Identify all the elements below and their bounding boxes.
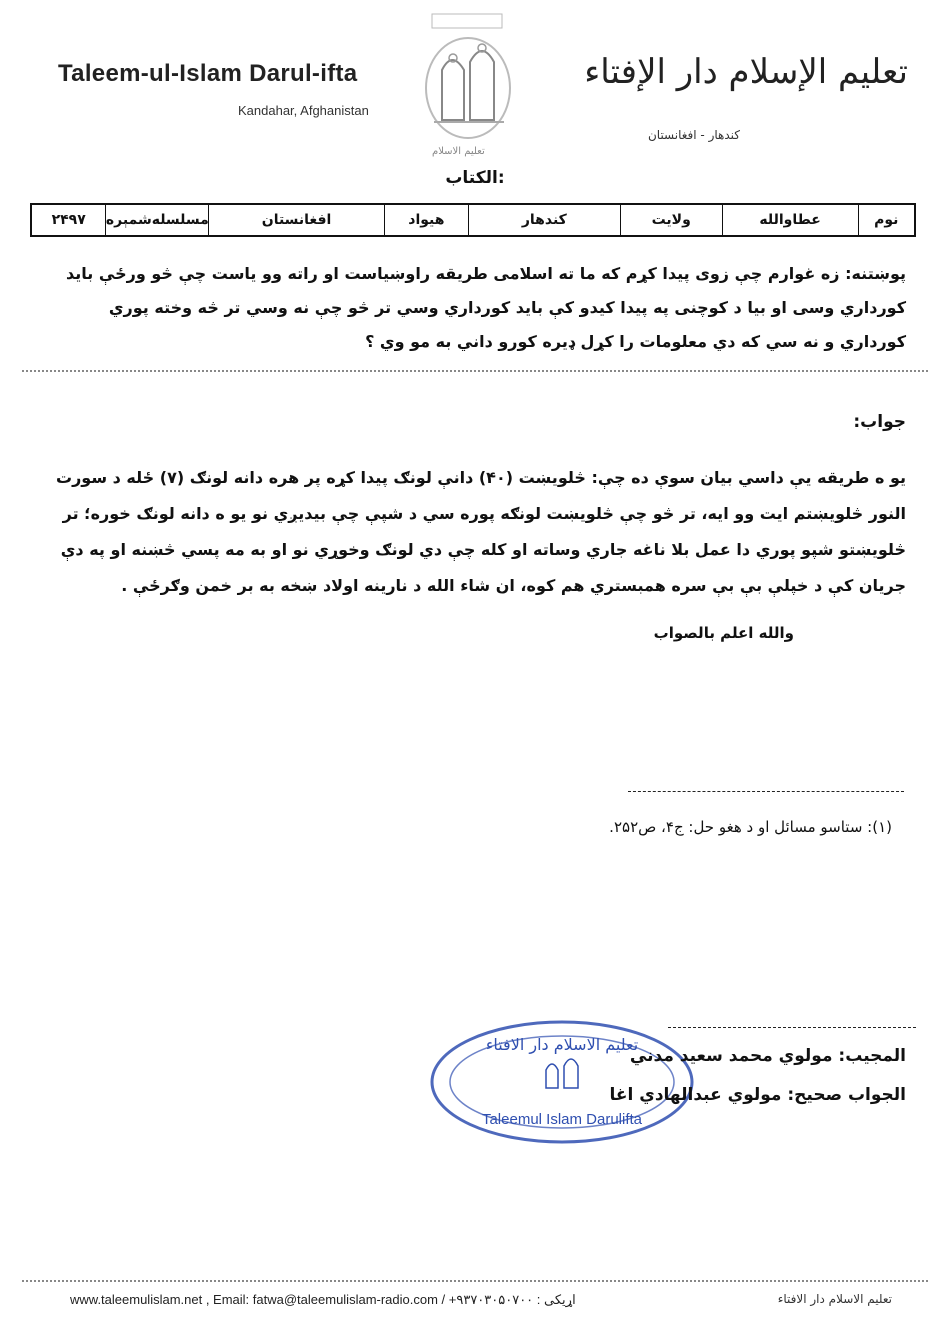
logo-caption: تعليم الاسلام xyxy=(432,146,485,157)
official-stamp xyxy=(428,1018,696,1146)
info-cell-serial-value: ۲۴۹۷ xyxy=(51,212,86,228)
question-block xyxy=(40,257,906,359)
brand-title-arabic: تعليم الإسلام دار الإفتاء xyxy=(584,52,908,92)
question-text: زه غوارم چې زوی پيدا کړم که ما ته اسلامی طريقه راوښياست او راته وو ياست چې څو ورځې بايد کورداري وسی او بيا د کوچنی په پيدا کيدو کې بايد کورداري وسي تر څو چې نه وسي تر څه وخته پوري کورداري و نه سي که دي معلومات را کړل ډيره کورو داني به مو وي ؟ xyxy=(66,264,906,351)
footer-divider xyxy=(22,1280,928,1282)
info-cell-province-label: ولايت xyxy=(620,205,722,235)
brand-location-arabic: كندهار - افغانستان xyxy=(647,128,740,142)
kitab-heading: الکتاب: xyxy=(445,168,505,188)
question-label: پوښتنه: xyxy=(845,264,906,283)
institute-logo xyxy=(412,10,522,160)
info-cell-serial-label: مسلسله‌شمېره xyxy=(105,205,208,235)
brand-title-english: Taleem-ul-Islam Darul-ifta xyxy=(58,60,358,87)
footer-contact: www.taleemulislam.net , Email: fatwa@taleemulislam-radio.com / +۹۳۷۰۳۰۵۰۷۰۰ : اړيکی xyxy=(70,1292,576,1307)
divider xyxy=(22,370,928,372)
info-cell-country-label: هيواد xyxy=(384,205,468,235)
signature-sahih: الجواب صحيح: مولوي عبدالهادي اغا xyxy=(609,1085,906,1105)
info-cell-name-value: عطاوالله xyxy=(722,205,858,235)
signature-divider xyxy=(668,1027,916,1028)
answer-closing: والله اعلم بالصواب xyxy=(653,624,794,642)
footer-name-arabic: تعليم الاسلام دار الافتاء xyxy=(777,1292,892,1306)
brand-location-english: Kandahar, Afghanistan xyxy=(238,103,369,118)
reference-note: (۱): ستاسو مسائل او د هغو حل: ج۴، ص۲۵۲. xyxy=(609,818,892,836)
info-cell-country-value: افغانستان xyxy=(208,205,383,235)
info-cell-name-label: نوم xyxy=(858,205,915,235)
answer-text: يو ه طريقه يې داسي بيان سوې ده چې: څلويښت (۴۰) دانې لونګ پيدا کړه پر هره دانه لونګ (۷) ځله د سورت النور څلويښتم ايت وو ايه، تر څو چې څلويښت لونګه پوره سي د شپې چې بيديږي نو يو ه دانه لونګ خوره؛ تر څلويښتو شپو پوري دا عمل بلا ناغه جاري وساته او کله چې دي لونګ وخوړي نو او به مه پسي څښنه او په دې جريان کې د خپلې بې بې سره همبستري هم کوه، ان شاء الله د نارينه اولاد ښخه به بر خمن وګرځې . xyxy=(56,468,906,595)
stamp-bottom-text: Taleemul Islam Darulifta xyxy=(481,1111,643,1128)
signature-mujeeb: المجيب: مولوي محمد سعيد مدني xyxy=(629,1046,906,1066)
info-cell-province-value: کندهار xyxy=(468,205,620,235)
stamp-top-text: تعليم الاسلام دار الافتاء xyxy=(485,1035,639,1054)
answer-label: جواب: xyxy=(853,412,906,432)
reference-divider xyxy=(628,791,904,792)
info-table xyxy=(30,203,916,237)
